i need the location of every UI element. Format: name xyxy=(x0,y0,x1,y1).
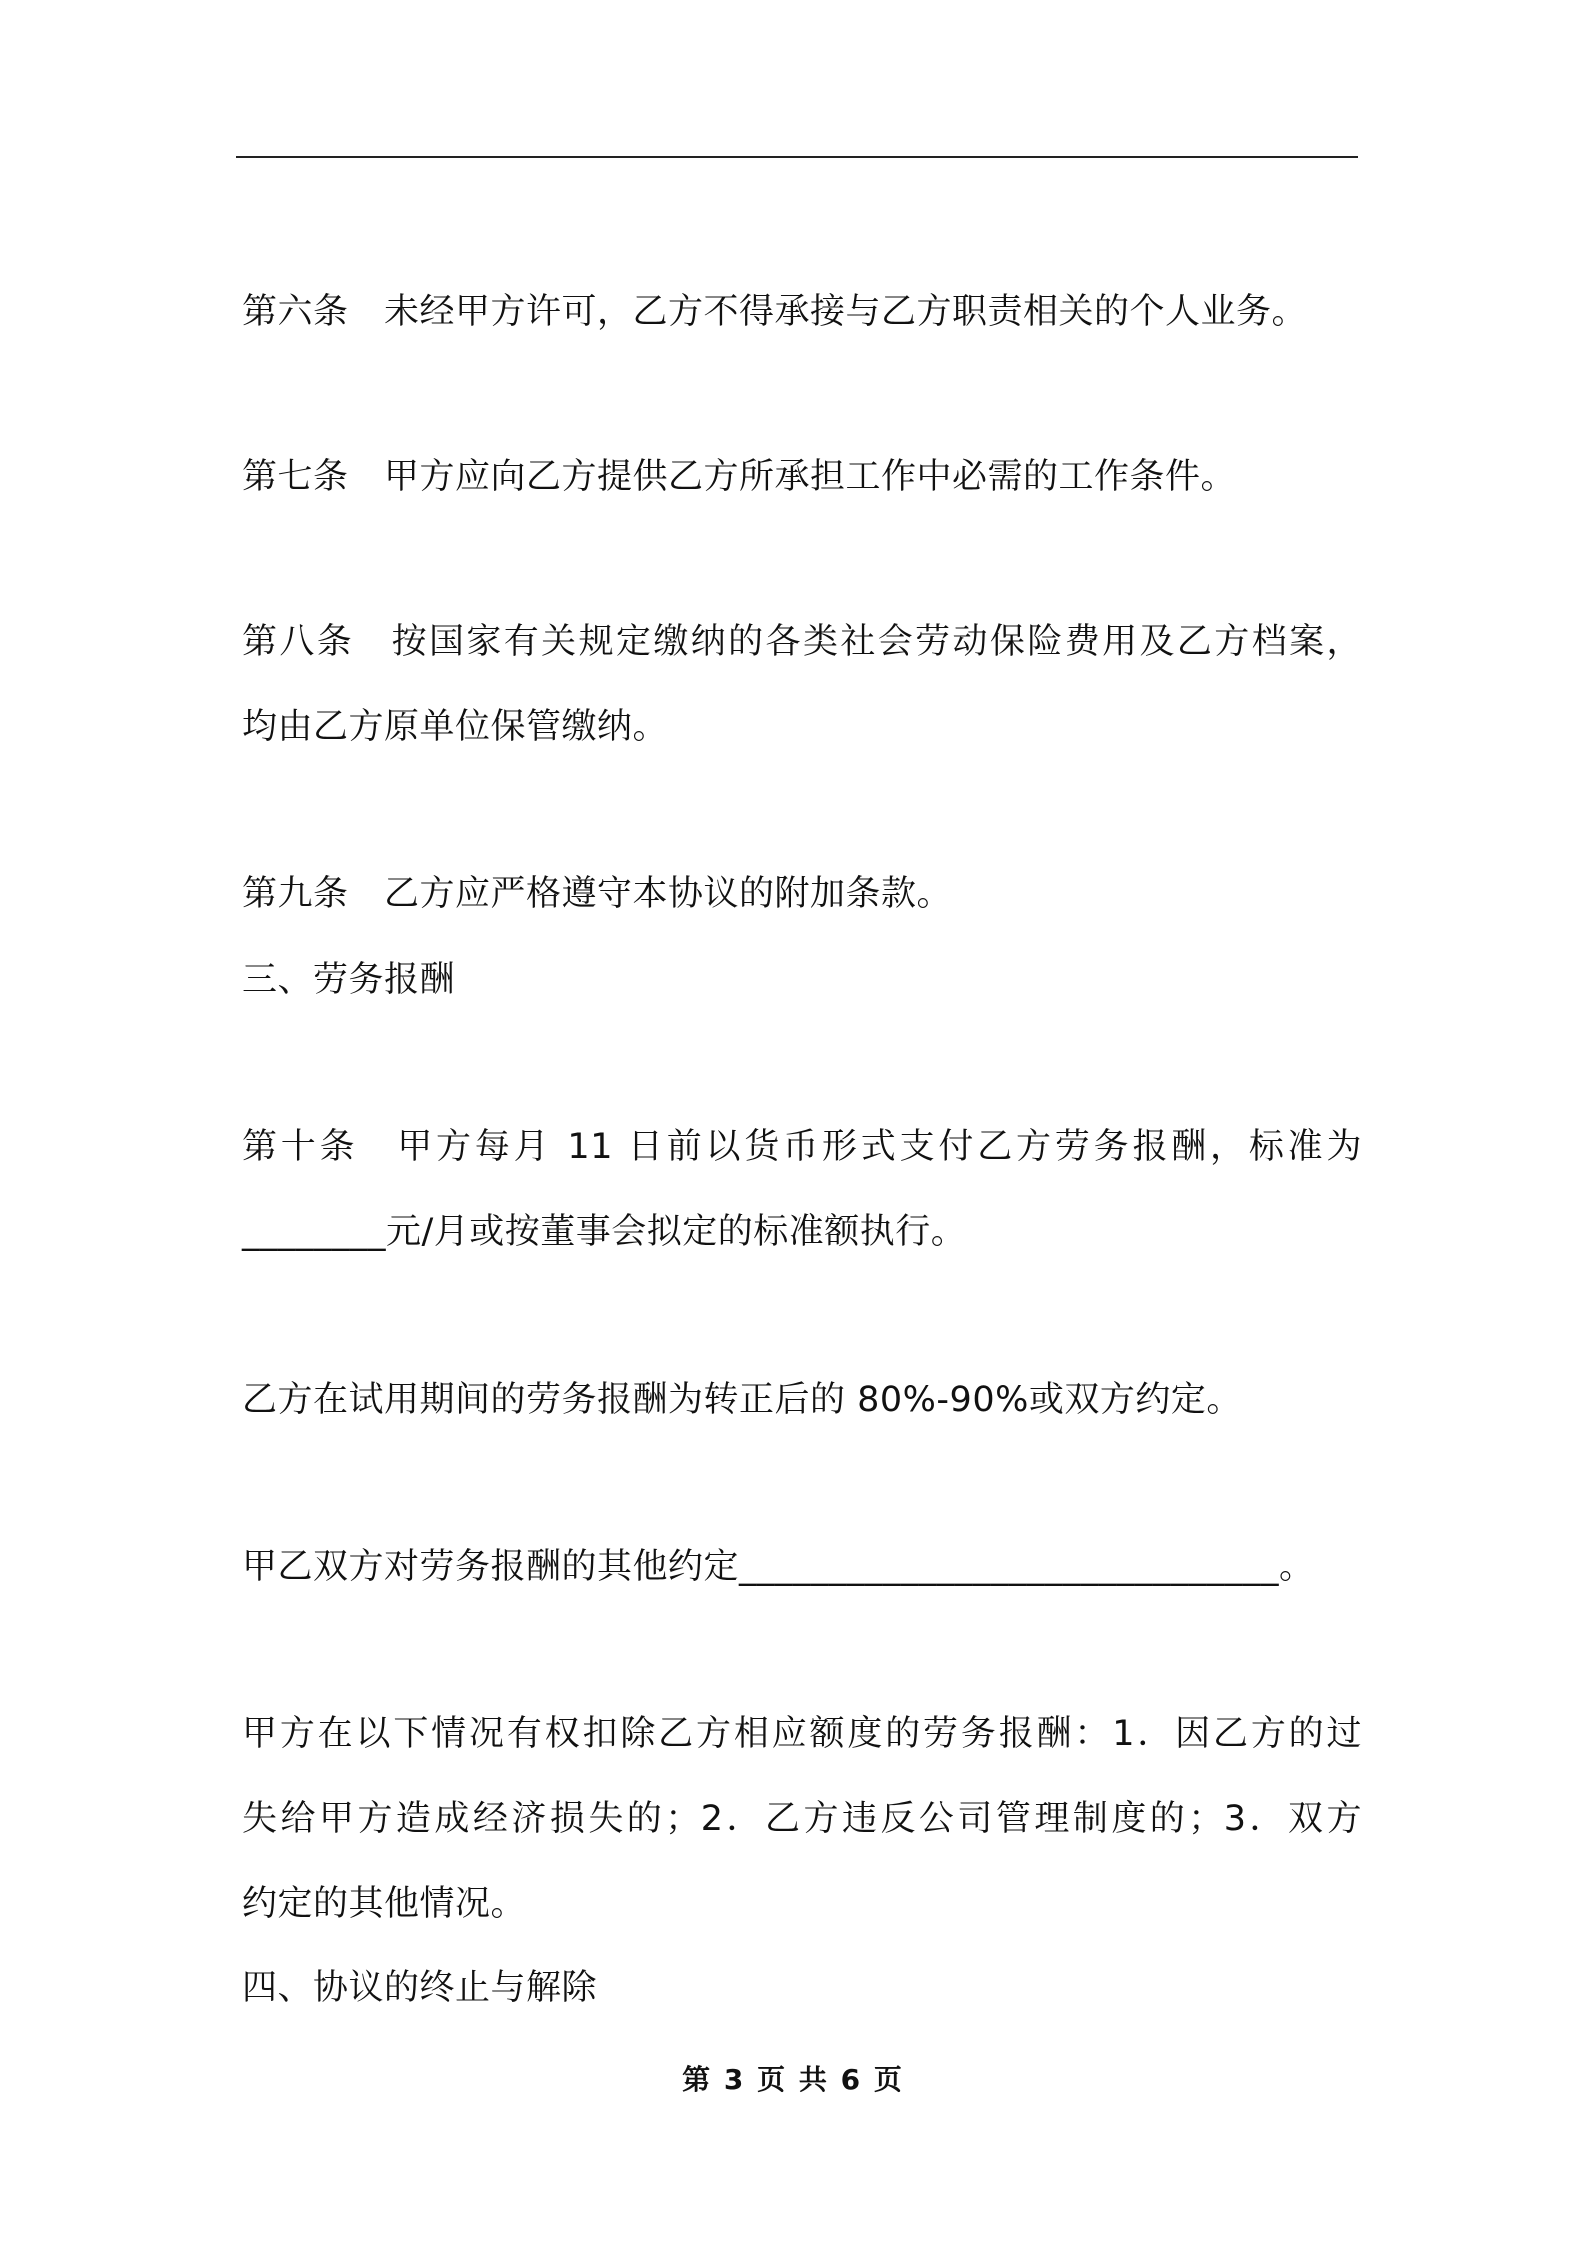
page-number-footer: 第 3 页 共 6 页 xyxy=(682,2063,904,2096)
article-8-line-1: 第八条 按国家有关规定缴纳的各类社会劳动保险费用及乙方档案， xyxy=(242,622,1362,662)
deduction-paragraph-line-3: 约定的其他情况。 xyxy=(242,1884,527,1924)
deduction-paragraph-line-1: 甲方在以下情况有权扣除乙方相应额度的劳务报酬：1．因乙方的过 xyxy=(242,1714,1362,1754)
article-6: 第六条 未经甲方许可，乙方不得承接与乙方职责相关的个人业务。 xyxy=(242,292,1308,332)
section-heading-4: 四、协议的终止与解除 xyxy=(242,1968,598,2008)
section-heading-3: 三、劳务报酬 xyxy=(242,960,456,1000)
article-7: 第七条 甲方应向乙方提供乙方所承担工作中必需的工作条件。 xyxy=(242,457,1237,497)
article-8-line-2: 均由乙方原单位保管缴纳。 xyxy=(242,707,669,747)
header-rule xyxy=(236,156,1358,158)
article-10-line-2: ________元/月或按董事会拟定的标准额执行。 xyxy=(242,1212,967,1252)
other-agreement-paragraph: 甲乙双方对劳务报酬的其他约定______________________________。 xyxy=(242,1547,1315,1587)
article-9: 第九条 乙方应严格遵守本协议的附加条款。 xyxy=(242,874,953,914)
article-10-line-1: 第十条 甲方每月 11 日前以货币形式支付乙方劳务报酬，标准为 xyxy=(242,1127,1362,1167)
deduction-paragraph-line-2: 失给甲方造成经济损失的；2．乙方违反公司管理制度的；3．双方 xyxy=(242,1799,1362,1839)
probation-pay-paragraph: 乙方在试用期间的劳务报酬为转正后的 80%-90%或双方约定。 xyxy=(242,1380,1242,1420)
